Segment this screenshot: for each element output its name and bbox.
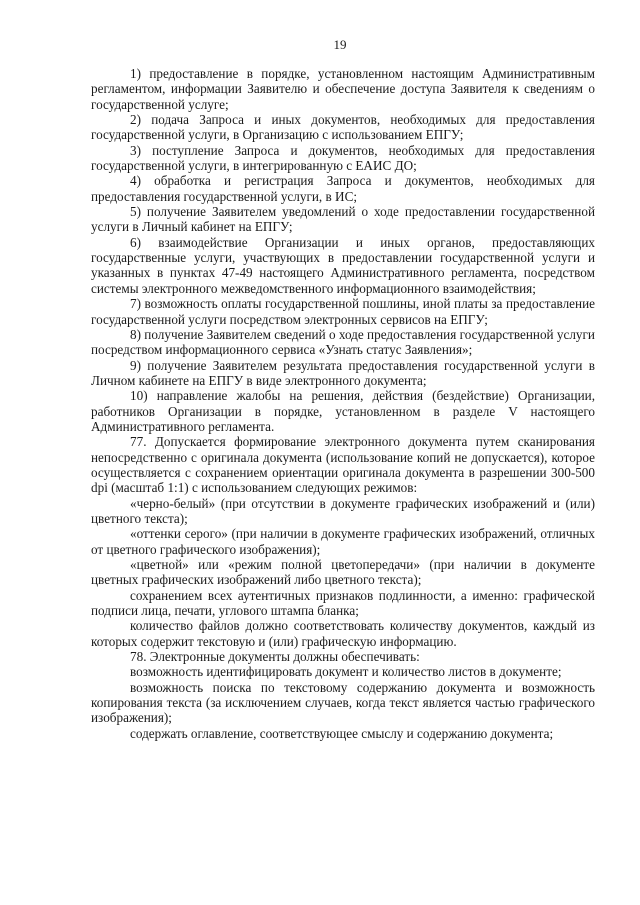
paragraph-item-5: 5) получение Заявителем уведомлений о ходе предоставлении государственной услуги в Личный кабинет на ЕПГУ;	[91, 204, 595, 235]
paragraph-77: 77. Допускается формирование электронного документа путем сканирования непосредственно с оригинала документа (использование копий не допускается), которое осуществляется с сохранением ориентации оригинала документа в разрешении 300-500 dpi (масштаб 1:1) с использованием следующих режимов:	[91, 434, 595, 496]
paragraph-item-6: 6) взаимодействие Организации и иных органов, предоставляющих государственные услуги, участвующих в предоставлении государственной услуги и указанных в пунктах 47-49 настоящего Административного регламента, посредством системы электронного межведомственного информационного взаимодействия;	[91, 234, 595, 296]
requirement-search: возможность поиска по текстовому содержанию документа и возможность копирования текста (за исключением случаев, когда текст является частью графического изображения);	[91, 679, 595, 726]
page-number: 19	[333, 37, 347, 52]
paragraph-item-10: 10) направление жалобы на решения, действия (бездействие) Организации, работников Организации в порядке, установленном в разделе V настоящего Административного регламента.	[91, 388, 595, 434]
document-body	[91, 66, 595, 741]
paragraph-item-1: 1) предоставление в порядке, установленном настоящим Административным регламентом, информации Заявителю и обеспечение доступа Заявителя к сведениям о государственной услуге;	[91, 66, 595, 112]
paragraph-item-8: 8) получение Заявителем сведений о ходе предоставления государственной услуги посредством информационного сервиса «Узнать статус Заявления»;	[91, 326, 595, 358]
requirement-contents: содержать оглавление, соответствующее смыслу и содержанию документа;	[130, 725, 554, 741]
mode-black-white: «черно-белый» (при отсутствии в документе графических изображений и (или) цветного текста);	[91, 495, 595, 526]
paragraph-item-2: 2) подача Запроса и иных документов, необходимых для предоставления государственной услуги, в Организацию с использованием ЕПГУ;	[91, 112, 595, 143]
paragraph-item-3: 3) поступление Запроса и документов, необходимых для предоставления государственной услуги, в интегрированную с ЕАИС ДО;	[91, 142, 595, 174]
paragraph-item-4: 4) обработка и регистрация Запроса и документов, необходимых для предоставления государственной услуги, в ИС;	[91, 173, 595, 204]
mode-grayscale: «оттенки серого» (при наличии в документе графических изображений, отличных от цветного графического изображения);	[91, 526, 595, 557]
paragraph-item-7: 7) возможность оплаты государственной пошлины, иной платы за предоставление государственной услуги посредством электронных сервисов на ЕПГУ;	[91, 296, 595, 327]
mode-color: «цветной» или «режим полной цветопередачи» (при наличии в документе цветных графических изображений либо цветного текста);	[91, 557, 595, 588]
paragraph-item-9: 9) получение Заявителем результата предоставления государственной услуги в Личном кабинете на ЕПГУ в виде электронного документа;	[91, 357, 595, 388]
paragraph-78: 78. Электронные документы должны обеспечивать:	[130, 649, 420, 665]
authenticity-requirement: сохранением всех аутентичных признаков подлинности, а именно: графической подписи лица, печати, углового штампа бланка;	[91, 587, 595, 619]
requirement-identify: возможность идентифицировать документ и количество листов в документе;	[130, 664, 562, 680]
file-count-requirement: количество файлов должно соответствовать количеству документов, каждый из которых содержит текстовую и (или) графическую информацию.	[91, 618, 595, 649]
